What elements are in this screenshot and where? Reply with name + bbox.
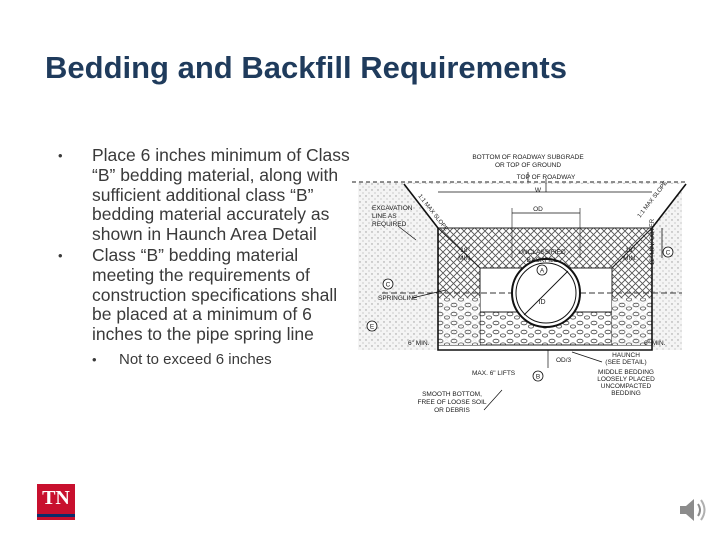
- trench-detail-diagram: [352, 140, 688, 430]
- label-w: W: [534, 187, 542, 194]
- label-see-detail: (SEE DETAIL): [605, 359, 647, 366]
- callout-b: B: [535, 373, 541, 381]
- callout-c-left: C: [385, 281, 391, 289]
- label-or-debris: OR DEBRIS: [434, 407, 470, 414]
- logo-text: TN: [42, 487, 70, 509]
- label-line-as: LINE AS: [372, 213, 397, 220]
- label-6-min-right: 6" MIN.: [644, 340, 666, 347]
- label-min-left: MIN.: [458, 255, 472, 262]
- bullet-list: [58, 146, 350, 369]
- label-bottom-subgrade: BOTTOM OF ROADWAY SUBGRADE: [472, 154, 584, 161]
- callout-e: E: [369, 323, 375, 331]
- bullet-text: Place 6 inches minimum of Class “B” bedding material, along with sufficient additional class “B” bedding material accurately as shown in Haunch Area Detail: [92, 145, 350, 245]
- label-od: OD: [533, 206, 543, 213]
- label-18-right: 18": [625, 247, 635, 254]
- tn-logo: [37, 484, 75, 520]
- label-unclassified: UNCLASSIFIED: [518, 249, 566, 256]
- label-middle-bedding: MIDDLE BEDDING: [598, 369, 654, 376]
- label-max-lifts: MAX. 6" LIFTS: [472, 370, 516, 377]
- label-top-of-ground: OR TOP OF GROUND: [494, 162, 562, 169]
- sub-bullet-text: Not to exceed 6 inches: [119, 350, 272, 368]
- logo-underline: [37, 514, 75, 517]
- label-required: REQUIRED: [372, 221, 407, 228]
- label-id: ID: [538, 299, 546, 306]
- bullet-item: [58, 246, 350, 369]
- label-springline: SPRINGLINE: [378, 295, 418, 302]
- label-backfill: BACKFILL: [526, 257, 558, 264]
- label-min-right: MIN.: [623, 255, 637, 262]
- sub-bullet-marker: •: [92, 351, 97, 367]
- label-6-min-left: 6" MIN.: [408, 340, 430, 347]
- speaker-icon[interactable]: [676, 492, 710, 528]
- label-excavation: EXCAVATION: [372, 205, 413, 212]
- sub-bullet-item: [92, 351, 350, 369]
- label-18-left: 18": [460, 247, 470, 254]
- slide-title: Bedding and Backfill Requirements: [45, 50, 567, 85]
- sub-bullet-list: [92, 351, 350, 369]
- bullet-marker: •: [58, 148, 63, 163]
- callout-c-top: C: [665, 249, 671, 257]
- label-smooth-bottom: SMOOTH BOTTOM,: [422, 391, 482, 398]
- bullet-item: [58, 146, 350, 245]
- label-bedding: BEDDING: [611, 390, 641, 397]
- label-haunch: HAUNCH: [612, 352, 640, 359]
- label-slope-right: 1:1 MAX SLOPE: [636, 180, 670, 220]
- callout-a: A: [539, 267, 545, 275]
- label-uncompacted: UNCOMPACTED: [600, 383, 652, 390]
- label-slope-left: 1:1 MAX SLOPE: [416, 193, 449, 233]
- label-min-cover: 12" MIN. COVER: [650, 218, 656, 265]
- label-od3: OD/3: [556, 357, 572, 364]
- label-loosely-placed: LOOSELY PLACED: [597, 376, 655, 383]
- label-top-of-roadway: TOP OF ROADWAY: [516, 174, 576, 181]
- bullet-text: Class “B” bedding material meeting the requirements of construction specifications shall be placed at a minimum of 6 inches to the pipe spring line: [92, 244, 338, 345]
- bullet-marker: •: [58, 247, 63, 263]
- label-free-of-loose-soil: FREE OF LOOSE SOIL: [417, 399, 487, 406]
